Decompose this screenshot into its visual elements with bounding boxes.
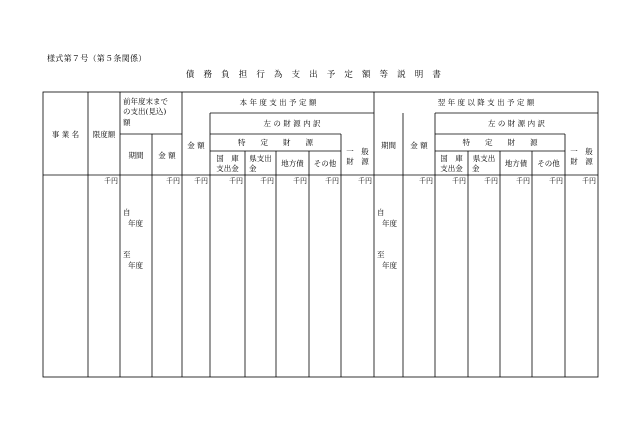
- header-next-amount: 金 額: [410, 141, 428, 150]
- header-limit-amount: 限度額: [92, 130, 116, 139]
- unit-current-general: 千円: [358, 177, 372, 185]
- header-current-specific-funds: 特 定 財 源: [238, 138, 313, 147]
- header-next-general-line2: 財 源: [570, 157, 593, 166]
- unit-current-other: 千円: [325, 177, 339, 185]
- unit-next-other: 千円: [549, 177, 563, 185]
- prior-period-to: 至: [123, 250, 131, 259]
- header-next-general-line1: 一 般: [570, 147, 593, 156]
- header-next-national-line2: 支出金: [440, 164, 463, 173]
- header-current-prefecture-line2: 金: [249, 164, 257, 173]
- unit-current-national: 千円: [229, 177, 243, 185]
- header-next-period: 期間: [381, 141, 396, 150]
- document-title: 債 務 負 担 行 為 支 出 予 定 額 等 説 明 書: [185, 70, 445, 80]
- header-current-national-line2: 支出金: [216, 164, 239, 173]
- next-period-from: 自: [377, 208, 385, 217]
- unit-limit-amount: 千円: [104, 177, 118, 185]
- unit-next-amount: 千円: [419, 177, 433, 185]
- header-prior-spend-line2: の支出(見込): [123, 107, 167, 116]
- header-current-general-line2: 財 源: [346, 157, 369, 166]
- header-next-specific-funds: 特 定 財 源: [462, 138, 538, 147]
- prior-period-from: 自: [123, 208, 131, 217]
- header-next-prefecture-line1: 県支出: [472, 154, 496, 163]
- next-period-from-year: 年度: [382, 219, 397, 228]
- unit-prior-amount: 千円: [166, 177, 180, 185]
- header-prior-spend-line3: 額: [123, 118, 131, 127]
- header-next-local-bonds: 地方債: [504, 159, 528, 168]
- unit-next-general: 千円: [582, 177, 596, 185]
- header-current-prefecture-line1: 県支出: [249, 154, 272, 163]
- unit-current-local-bonds: 千円: [293, 177, 307, 185]
- unit-next-local-bonds: 千円: [516, 177, 530, 185]
- header-next-year-plan: 翌 年 度 以 降 支 出 予 定 額: [437, 98, 535, 107]
- unit-current-prefecture: 千円: [260, 177, 274, 185]
- prior-period-to-year: 年度: [128, 261, 143, 270]
- header-current-other: その他: [313, 159, 337, 168]
- header-current-general-line1: 一 般: [346, 147, 369, 156]
- prior-period-from-year: 年度: [128, 219, 143, 228]
- header-current-local-bonds: 地方債: [281, 159, 304, 168]
- header-current-funding-breakdown: 左 の 財 源 内 訳: [263, 119, 321, 128]
- unit-next-national: 千円: [452, 177, 466, 185]
- unit-next-prefecture: 千円: [484, 177, 498, 185]
- header-current-national-line1: 国 庫: [216, 154, 239, 163]
- header-current-amount: 金 額: [187, 141, 205, 150]
- unit-current-amount: 千円: [194, 177, 208, 185]
- next-period-to-year: 年度: [382, 261, 397, 270]
- header-prior-period: 期間: [128, 151, 144, 160]
- header-prior-amount: 金 額: [158, 151, 176, 160]
- header-next-funding-breakdown: 左 の 財 源 内 訳: [488, 119, 545, 128]
- header-project-name: 事 業 名: [51, 130, 80, 139]
- header-next-national-line1: 国 庫: [440, 154, 463, 163]
- header-next-other: その他: [537, 159, 560, 168]
- form-number: 様式第７号（第５条関係）: [47, 54, 147, 63]
- next-period-to: 至: [377, 250, 385, 259]
- header-next-prefecture-line2: 金: [472, 164, 480, 173]
- header-current-year-plan: 本 年 度 支 出 予 定 額: [239, 98, 317, 107]
- header-prior-spend-line1: 前年度末まで: [123, 97, 168, 106]
